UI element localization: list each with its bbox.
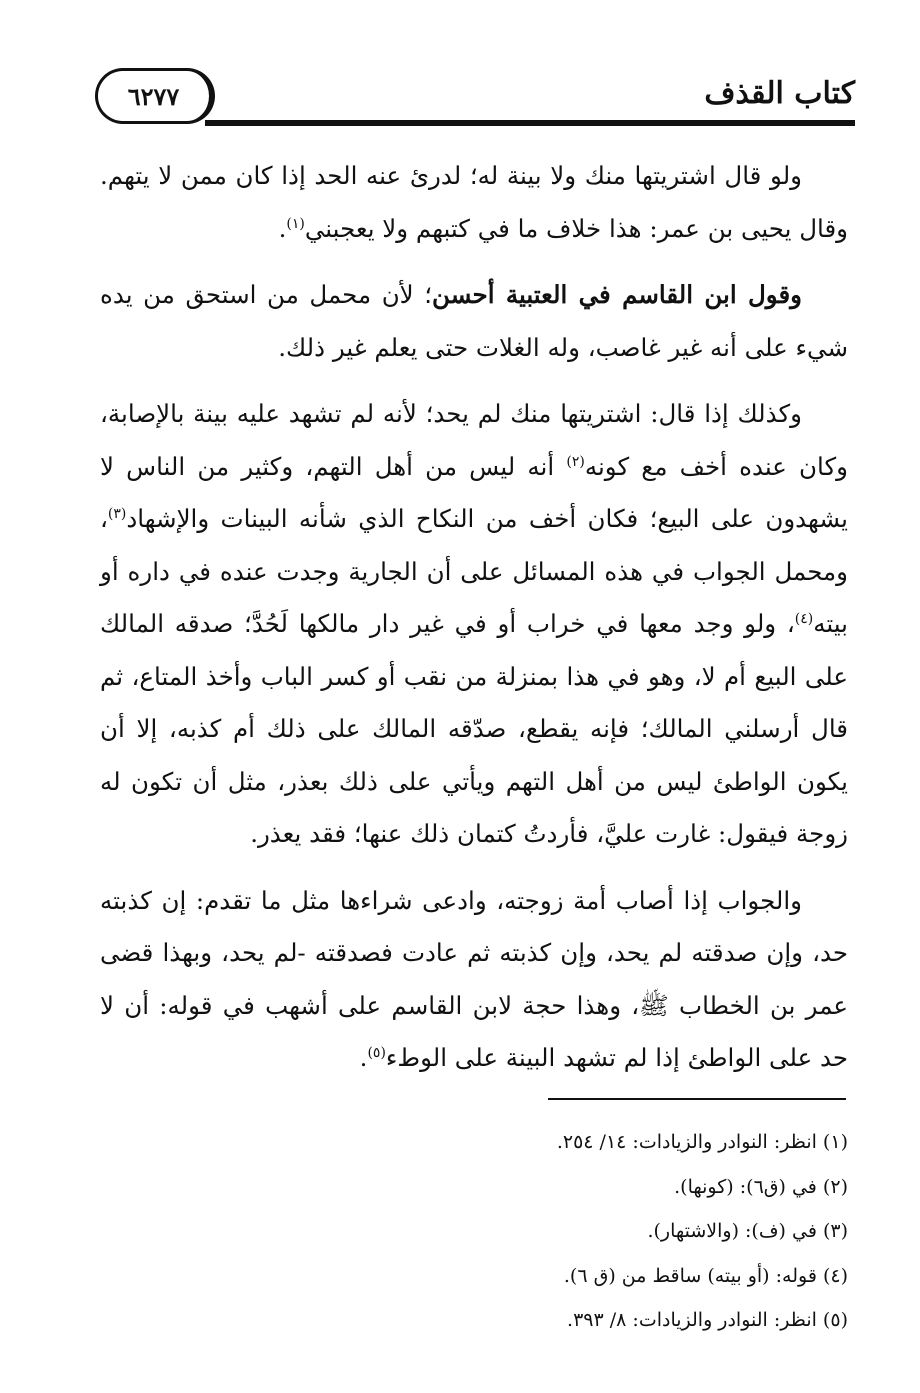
footnote-separator (548, 1098, 846, 1100)
footnote-ref: (٤) (794, 610, 814, 627)
paragraph (100, 150, 848, 255)
footnote: (١) انظر: النوادر والزيادات: ١٤/ ٢٥٤. (556, 1131, 848, 1153)
bold-text: وقول ابن القاسم في العتبية أحسن (432, 280, 802, 309)
text-segment: . (278, 213, 287, 243)
text-segment: وكذلك إذا قال: اشتريتها منك لم يحد؛ لأنه لم تشهد عليه بينة بالإصابة، وكان عنده أخف مع كونه (100, 399, 848, 481)
footnote-ref: (١) (286, 215, 305, 232)
footnote: (٥) انظر: النوادر والزيادات: ٨/ ٣٩٣. (567, 1309, 848, 1331)
text-segment: . (359, 1043, 368, 1072)
footnotes (100, 1120, 848, 1343)
text-segment: أنه ليس من أهل التهم، وكثير من الناس لا يشهدون على البيع؛ فكان أخف من النكاح الذي شأنه البينات والإشهاد (100, 451, 848, 533)
footnote-ref: (٥) (367, 1044, 386, 1061)
page-number: ٦٢٧٧ (95, 68, 215, 124)
paragraph (100, 875, 848, 1085)
footnote: (٢) في (ق٦): (كونها). (674, 1175, 848, 1198)
text-segment: والجواب إذا أصاب أمة زوجته، وادعى شراءها مثل ما تقدم: إن كذبته حد، وإن صدقته لم يحد، وإن كذبته ثم عادت فصدقته -لم يحد، وبهذا قضى عمر بن الخطاب ﷺ، وهذا حجة لابن القاسم على أشهب في قوله: أن لا حد على الواطئ إذا لم تشهد البينة على الوطء (100, 885, 848, 1072)
header-rule (205, 120, 855, 126)
text-segment: ، ومحمل الجواب في هذه المسائل على أن الجارية وجدت عنده في داره أو بيته (100, 504, 848, 638)
page-header (95, 62, 855, 130)
paragraph (100, 388, 848, 861)
book-title: كتاب القذف (704, 76, 855, 111)
footnote: (٤) قوله: (أو بيته) ساقط من (ق ٦). (563, 1264, 848, 1287)
footnote-ref: (٢) (566, 453, 585, 470)
text-segment: ولو قال اشتريتها منك ولا بينة له؛ لدرئ عنه الحد إذا كان ممن لا يتهم. وقال يحيى بن عمر: هذا خلاف ما في كتبهم ولا يعجبني (100, 161, 848, 243)
footnote: (٣) في (ف): (والاشتهار). (647, 1220, 848, 1242)
text-segment: ، ولو وجد معها في خراب أو في غير دار مالكها لَحُدَّ؛ صدقه المالك على البيع أم لا، وهو في هذا بمنزلة من نقب أو كسر الباب وأخذ المتاع، ثم قال أرسلني المالك؛ فإنه يقطع، صدّقه المالك على ذلك أم كذبه، إلا أن يكون الواطئ ليس من أهل التهم ويأتي على ذلك بعذر، مثل أن تكون له زوجة فيقول: غارت عليَّ، فأردتُ كتمان ذلك عنها؛ فقد يعذر. (100, 609, 848, 848)
main-text (100, 150, 848, 1085)
paragraph (100, 269, 848, 374)
text-segment: ؛ لأن محمل من استحق من يده شيء على أنه غير غاصب، وله الغلات حتى يعلم غير ذلك. (100, 280, 848, 362)
footnote-ref: (٣) (107, 505, 127, 522)
